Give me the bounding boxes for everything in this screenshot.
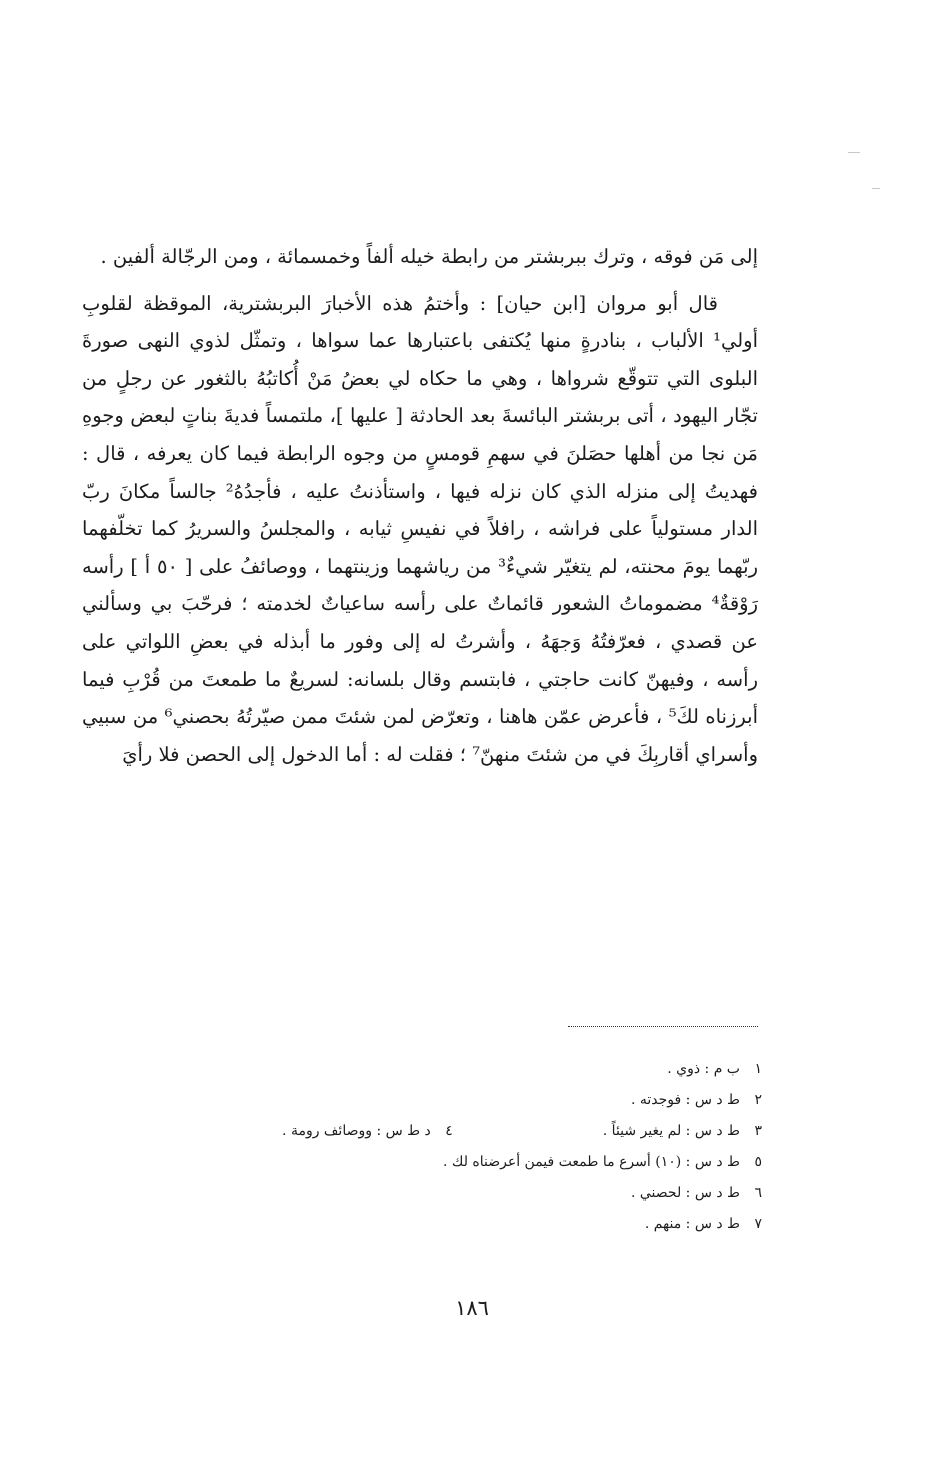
footnote-number: ٦ bbox=[754, 1185, 762, 1201]
footnote-text: ط د س : (١٠) أسرع ما طمعت فيمن أعرضناه لك . bbox=[443, 1154, 740, 1170]
scan-speck bbox=[848, 152, 860, 153]
footnote-number: ٤ bbox=[445, 1123, 453, 1139]
footnote-text: ط د س : منهم . bbox=[644, 1216, 740, 1232]
paragraph: قال أبو مروان [ابن حيان] : وأختمُ هذه الأخبارَ البربشترية، الموقظة لقلوبِ أولي¹ الألباب ، بنادرةٍ منها يُكتفى باعتبارها عما سواها ، وتمثّل لذوي النهى صورةَ البلوى التي تتوقّع شرواها ، وهي ما حكاه لي بعضُ مَنْ أُكاتبُهُ بالثغور عن رجلٍ من تجّار اليهود ، أتى بربشتر البائسةَ بعد الحادثة [ عليها ]، ملتمساً فديةَ بناتٍ لبعض وجوهِ مَن نجا من أهلها حصَلنَ في سهمِ قومسٍ من وجوه الرابطة فيما كان يعرفه ، قال : فهديتُ إلى منزله الذي كان نزله فيها ، واستأذنتُ عليه ، فأجدُهُ² جالساً مكانَ ربّ الدار مستولياً على فراشه ، رافلاً في نفيسِ ثيابه ، والمجلسُ والسريرُ كما تخلّفهما ربّهما يومَ محنته، لم يتغيّر شيءٌ³ من رياشهما وزينتهما ، ووصائفُ على [ ٥٠ أ ] رأسه رَوْقةٌ⁴ مضموماتُ الشعور قائماتٌ على رأسه ساعياتٌ لخدمته ؛ فرحّبَ بي وسألني عن قصدي ، فعرّفتُهُ وَجهَهُ ، وأشرتُ له إلى وفور ما أبذله في بعضِ اللواتي على رأسه ، وفيهنّ كانت حاجتي ، فابتسم وقال بلسانه: لسريعٌ ما طمعتَ من قُرْبِ فيما أبرزناه لكَ⁵ ، فأعرض عمّن هاهنا ، وتعرّض لمن شئتَ ممن صيّرتُهُ بحصني⁶ من سبيي وأسراي أقاربِكَ في من شئتَ منهنّ⁷ ؛ فقلت له : أما الدخول إلى الحصن فلا رأيَ bbox=[82, 291, 759, 766]
footnote-row bbox=[150, 1178, 762, 1209]
footnote-number: ٢ bbox=[754, 1092, 762, 1108]
footnote-number: ١ bbox=[754, 1061, 762, 1077]
footnote-separator bbox=[568, 1026, 758, 1027]
footnote-text: ط د س : فوجدته . bbox=[630, 1092, 740, 1108]
footnote-text: ط د س : لم يغير شيئاً . bbox=[602, 1123, 740, 1139]
footnote bbox=[603, 1116, 762, 1147]
footnote bbox=[282, 1116, 453, 1147]
scan-speck bbox=[872, 188, 880, 189]
footnote-number: ٧ bbox=[754, 1216, 762, 1232]
paragraph-continuation: إلى مَن فوقه ، وترك ببربشتر من رابطة خيله ألفاً وخمسمائة ، ومن الرجّالة ألفين . bbox=[100, 245, 758, 268]
footnote bbox=[443, 1147, 762, 1178]
footnote-row bbox=[150, 1147, 762, 1178]
footnote-text: د ط س : ووصائف رومة . bbox=[282, 1123, 431, 1139]
main-text bbox=[82, 238, 758, 773]
footnote-text: ب م : ذوي . bbox=[667, 1061, 740, 1077]
footnotes bbox=[150, 1054, 762, 1240]
footnote-row bbox=[150, 1085, 762, 1116]
footnote-number: ٥ bbox=[754, 1154, 762, 1170]
footnote bbox=[667, 1054, 762, 1085]
footnote-row bbox=[150, 1209, 762, 1240]
footnote bbox=[631, 1085, 762, 1116]
footnote-row bbox=[150, 1116, 762, 1147]
page-number: ١٨٦ bbox=[455, 1296, 489, 1320]
footnote-number: ٣ bbox=[754, 1123, 762, 1139]
footnote bbox=[631, 1178, 762, 1209]
footnote-row bbox=[150, 1054, 762, 1085]
footnote bbox=[645, 1209, 762, 1240]
footnote-text: ط د س : لحصني . bbox=[630, 1185, 740, 1201]
